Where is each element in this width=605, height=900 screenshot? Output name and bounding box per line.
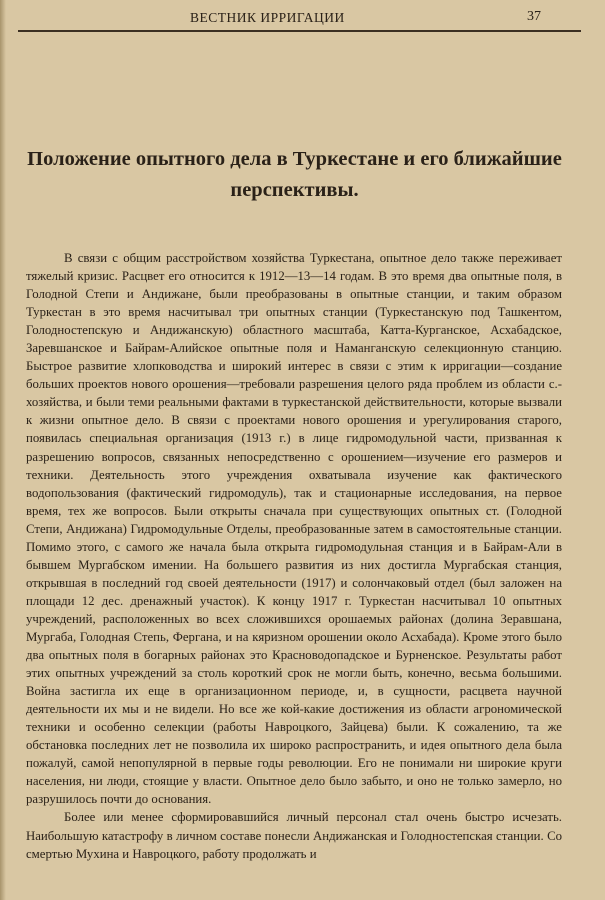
running-header (0, 6, 605, 28)
article-title: Положение опытного дела в Туркестане и его ближайшие перспективы. (27, 148, 562, 201)
page-number: 37 (527, 9, 541, 24)
page-edge-shadow (0, 0, 6, 900)
article-body (26, 249, 562, 863)
paragraph: В связи с общим расстройством хозяйства Туркестана, опытное дело также переживает тяжелый кризис. Расцвет его относится к 1912—13—14 годам. В это время два опытные поля, в Голодной Степи и Андижане, были преобразованы в опытные станции, и таким образом Туркестан в это время насчитывал три опытных станции (Туркестанскую под Ташкентом, Голодностепскую и Андижанскую) областного масштаба, Катта-Курганское, Асхабадское, Заревшанское и Байрам-Алийское опытные поля и Наманганскую селекционную станцию. Быстрое развитие хлопководства и широкий интерес в связи с этим к ирригации—создание больших проектов нового орошения—требовали разрешения целого ряда проблем из области с.-хозяйства, и были теми реальными фактами в туркестанской действительности, которые вызвали к жизни опытное дело. В связи с проектами нового орошения и урегулирования старого, появилась специальная организация (1913 г.) в лице гидромодульной части, призванная к разрешению вопросов, связанных непосредственно с орошением—изучение его размеров и техники. Деятельность этого учреждения охватывала изучение как фактического водопользования (фактический гидромодуль), так и стационарные исследования, на первое время, тех же вопросов. Были открыты сначала при существующих опытных ст. (Голодной Степи, Андижана) Гидромодульные Отделы, преобразованные затем в самостоятельные станции. Помимо этого, с самого же начала была открыта гидромодульная станция и в Байрам-Али в бывшем Мургабском имении. На большего развития из них достигла Мургабская станция, открывшая в последний год своей деятельности (1917) и солончаковый отдел (был заложен на площади 12 дес. дренажный участок). К концу 1917 г. Туркестан насчитывал 10 опытных учреждений, расположенных во всех сложившихся орошаемых районах (долина Зеравшана, Мургаба, Голодная Степь, Фергана, и на кяризном орошении около Асхабада). Кроме этого было два опытных поля в богарных районах это Красноводопадское и Бурненское. Результаты работ этих опытных учреждений за столь короткий срок не могли быть, конечно, весьма большими. Война застигла их еще в организационном периоде, и, в сущности, расцвета научной деятельности их мы и не видели. Но все же кой-какие достижения из области агрономической техники и особенно селекции (работы Навроцкого, Зайцева) были. К сожалению, та же обстановка последних лет не позволила их широко распространить, и идея опытного дела была пожалуй, самой непопулярной в первые годы революции. Его не понимали ни широкие круги населения, ни люди, стоящие у власти. Опытное дело было забыто, и оно не только замерло, но разрушилось почти до основания. (26, 251, 562, 807)
paragraph: Более или менее сформировавшийся личный персонал стал очень быстро исчезать. Наибольшую катастрофу в личном составе понесли Андижанская и Голодностепская станции. Со смертью Мухина и Навроцкого, работу продолжать и (26, 810, 562, 861)
journal-title: ВЕСТНИК ИРРИГАЦИИ (190, 10, 345, 25)
header-rule (18, 30, 581, 32)
